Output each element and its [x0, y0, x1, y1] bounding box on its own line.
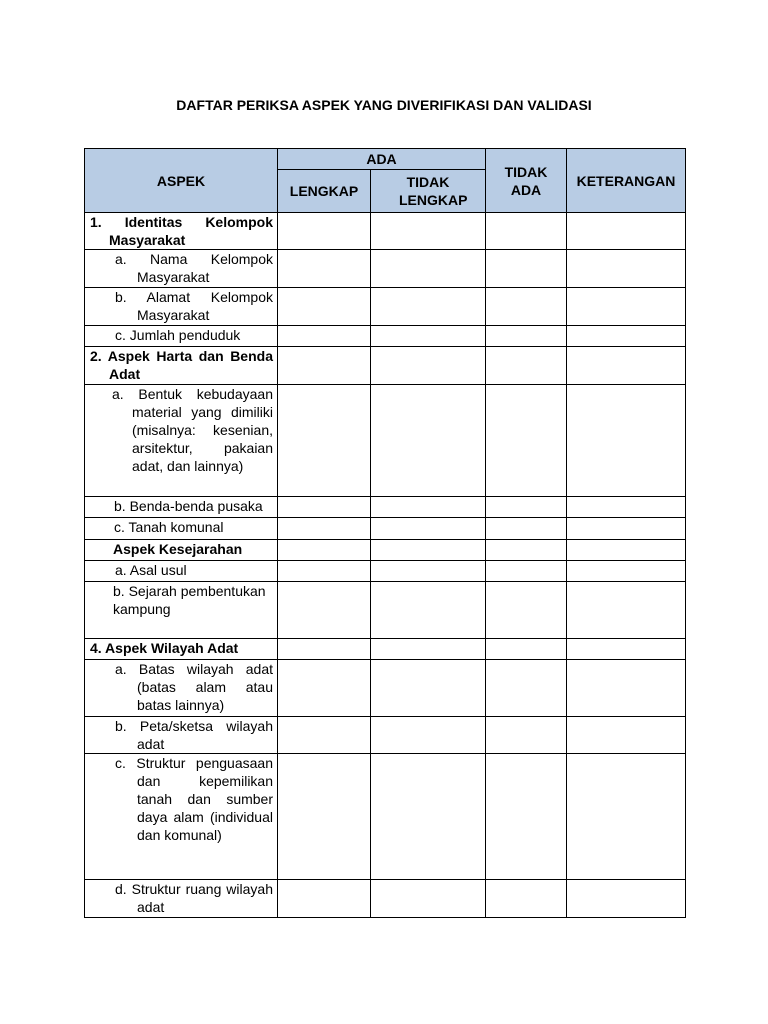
tidak-lengkap-cell[interactable] — [371, 639, 486, 660]
aspek-cell: b. Peta/sketsa wilayah adat — [85, 717, 278, 754]
lengkap-cell[interactable] — [278, 540, 371, 561]
tidak-ada-cell[interactable] — [486, 540, 567, 561]
aspek-cell: c. Struktur penguasaan dan kepemilikan tanah dan sumber daya alam (individual dan komunal) — [85, 754, 278, 880]
aspek-cell: a. Batas wilayah adat (batas alam atau batas lainnya) — [85, 660, 278, 717]
table-row — [85, 561, 686, 582]
lengkap-cell[interactable] — [278, 385, 371, 497]
aspek-cell: a. Bentuk kebudayaan material yang dimiliki (misalnya: kesenian, arsitektur, pakaian adat, dan lainnya) — [85, 385, 278, 497]
table-row — [85, 250, 686, 288]
aspek-cell: d. Struktur ruang wilayah adat — [85, 880, 278, 918]
tidak-ada-cell[interactable] — [486, 660, 567, 717]
table-row — [85, 518, 686, 540]
tidak-ada-cell[interactable] — [486, 347, 567, 385]
header-tidak-ada: TIDAK ADA — [486, 149, 567, 213]
aspek-cell: c. Tanah komunal — [85, 518, 278, 540]
tidak-lengkap-cell[interactable] — [371, 518, 486, 540]
table-row — [85, 497, 686, 518]
keterangan-cell[interactable] — [567, 347, 686, 385]
document-title: DAFTAR PERIKSA ASPEK YANG DIVERIFIKASI DAN VALIDASI — [176, 97, 592, 113]
aspek-cell: b. Alamat Kelompok Masyarakat — [85, 288, 278, 326]
aspek-cell: a. Nama Kelompok Masyarakat — [85, 250, 278, 288]
tidak-ada-cell[interactable] — [486, 518, 567, 540]
tidak-lengkap-cell[interactable] — [371, 880, 486, 918]
tidak-lengkap-cell[interactable] — [371, 660, 486, 717]
keterangan-cell[interactable] — [567, 213, 686, 250]
tidak-ada-cell[interactable] — [486, 639, 567, 660]
keterangan-cell[interactable] — [567, 518, 686, 540]
lengkap-cell[interactable] — [278, 582, 371, 639]
table-row — [85, 385, 686, 497]
lengkap-cell[interactable] — [278, 213, 371, 250]
tidak-lengkap-cell[interactable] — [371, 497, 486, 518]
keterangan-cell[interactable] — [567, 497, 686, 518]
table-row — [85, 347, 686, 385]
lengkap-cell[interactable] — [278, 717, 371, 754]
tidak-ada-cell[interactable] — [486, 288, 567, 326]
tidak-ada-cell[interactable] — [486, 582, 567, 639]
lengkap-cell[interactable] — [278, 250, 371, 288]
lengkap-cell[interactable] — [278, 660, 371, 717]
tidak-ada-cell[interactable] — [486, 326, 567, 347]
tidak-lengkap-cell[interactable] — [371, 561, 486, 582]
header-tidak-lengkap: TIDAK LENGKAP — [371, 170, 486, 213]
tidak-lengkap-cell[interactable] — [371, 582, 486, 639]
aspek-cell: b. Benda-benda pusaka — [85, 497, 278, 518]
lengkap-cell[interactable] — [278, 561, 371, 582]
aspek-cell: Aspek Kesejarahan — [85, 540, 278, 561]
aspek-cell: 2. Aspek Harta dan Benda Adat — [85, 347, 278, 385]
aspek-cell: c. Jumlah penduduk — [85, 326, 278, 347]
aspek-cell: a. Asal usul — [85, 561, 278, 582]
tidak-lengkap-cell[interactable] — [371, 213, 486, 250]
tidak-lengkap-cell[interactable] — [371, 717, 486, 754]
table-row — [85, 660, 686, 717]
header-lengkap: LENGKAP — [278, 170, 371, 213]
keterangan-cell[interactable] — [567, 385, 686, 497]
table-row — [85, 880, 686, 918]
aspek-cell: b. Sejarah pembentukan kampung — [85, 582, 278, 639]
tidak-lengkap-cell[interactable] — [371, 540, 486, 561]
checklist-table — [84, 148, 686, 918]
aspek-cell: 1. Identitas Kelompok Masyarakat — [85, 213, 278, 250]
keterangan-cell[interactable] — [567, 754, 686, 880]
lengkap-cell[interactable] — [278, 518, 371, 540]
table-row — [85, 582, 686, 639]
table-row — [85, 754, 686, 880]
tidak-ada-cell[interactable] — [486, 561, 567, 582]
header-keterangan: KETERANGAN — [567, 149, 686, 213]
table-row — [85, 717, 686, 754]
table-row — [85, 326, 686, 347]
table-row — [85, 213, 686, 250]
keterangan-cell[interactable] — [567, 582, 686, 639]
keterangan-cell[interactable] — [567, 717, 686, 754]
table-row — [85, 639, 686, 660]
tidak-lengkap-cell[interactable] — [371, 288, 486, 326]
keterangan-cell[interactable] — [567, 880, 686, 918]
tidak-ada-cell[interactable] — [486, 717, 567, 754]
tidak-lengkap-cell[interactable] — [371, 385, 486, 497]
lengkap-cell[interactable] — [278, 639, 371, 660]
lengkap-cell[interactable] — [278, 754, 371, 880]
lengkap-cell[interactable] — [278, 326, 371, 347]
keterangan-cell[interactable] — [567, 288, 686, 326]
table-row — [85, 288, 686, 326]
lengkap-cell[interactable] — [278, 497, 371, 518]
tidak-lengkap-cell[interactable] — [371, 250, 486, 288]
lengkap-cell[interactable] — [278, 288, 371, 326]
tidak-lengkap-cell[interactable] — [371, 754, 486, 880]
keterangan-cell[interactable] — [567, 540, 686, 561]
tidak-ada-cell[interactable] — [486, 250, 567, 288]
header-ada: ADA — [278, 149, 486, 170]
aspek-cell: 4. Aspek Wilayah Adat — [85, 639, 278, 660]
tidak-ada-cell[interactable] — [486, 497, 567, 518]
table-row — [85, 540, 686, 561]
keterangan-cell[interactable] — [567, 660, 686, 717]
tidak-ada-cell[interactable] — [486, 880, 567, 918]
keterangan-cell[interactable] — [567, 326, 686, 347]
tidak-ada-cell[interactable] — [486, 754, 567, 880]
keterangan-cell[interactable] — [567, 250, 686, 288]
tidak-ada-cell[interactable] — [486, 385, 567, 497]
tidak-ada-cell[interactable] — [486, 213, 567, 250]
header-aspek: ASPEK — [85, 149, 278, 213]
lengkap-cell[interactable] — [278, 880, 371, 918]
tidak-lengkap-cell[interactable] — [371, 326, 486, 347]
keterangan-cell[interactable] — [567, 561, 686, 582]
tidak-lengkap-cell[interactable] — [371, 347, 486, 385]
lengkap-cell[interactable] — [278, 347, 371, 385]
keterangan-cell[interactable] — [567, 639, 686, 660]
